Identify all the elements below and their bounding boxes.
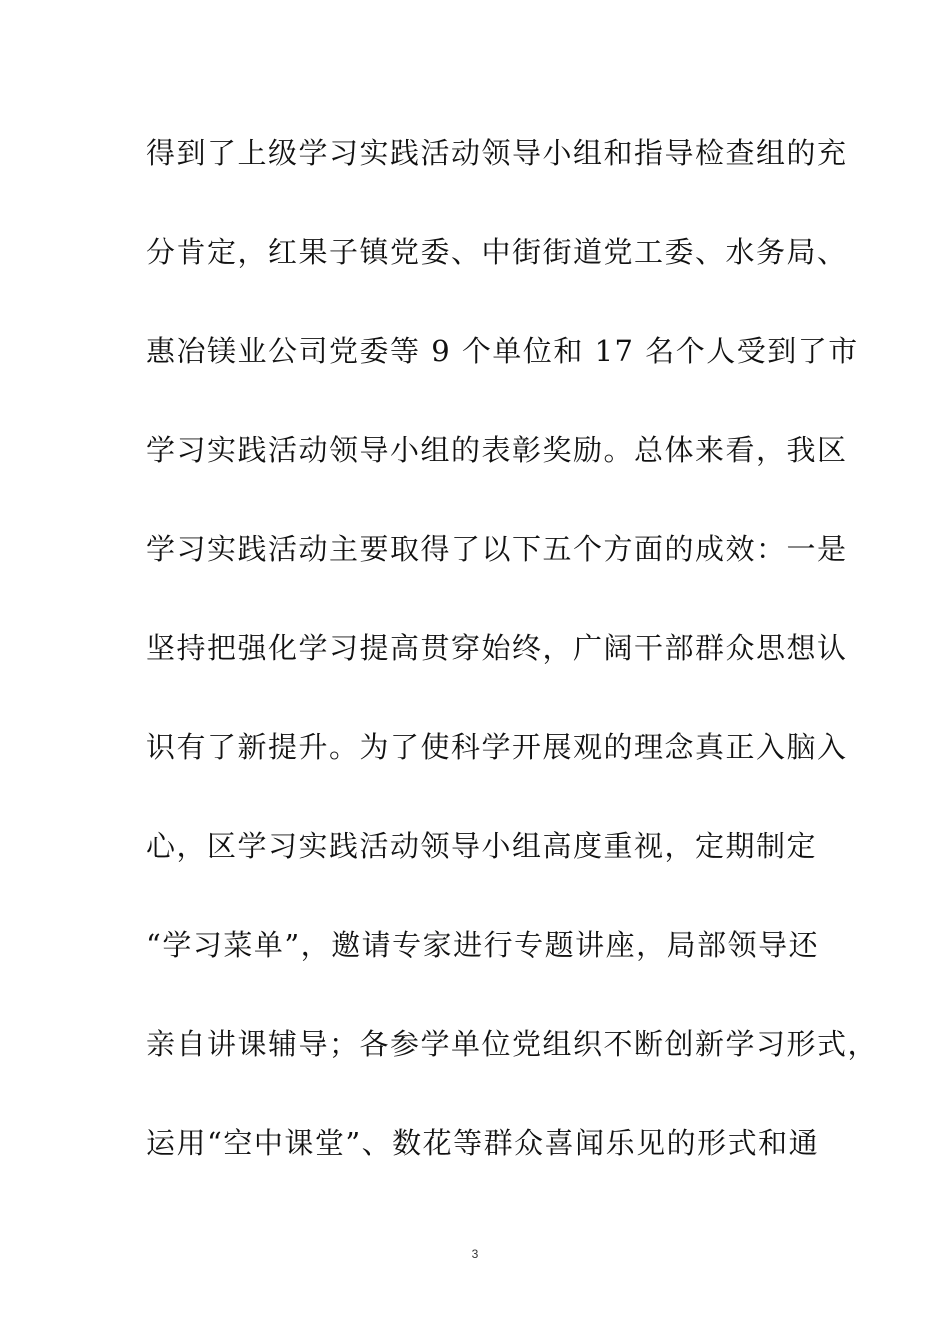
- text-line: 学习实践活动领导小组的表彰奖励。总体来看，我区: [146, 433, 848, 467]
- text-line: 学习实践活动主要取得了以下五个方面的成效：一是: [146, 532, 848, 566]
- text-line: “学习菜单”，邀请专家进行专题讲座，局部领导还: [146, 928, 820, 962]
- text-line: 识有了新提升。为了使科学开展观的理念真正入脑入: [146, 730, 848, 764]
- text-line: 分肯定，红果子镇党委、中街街道党工委、水务局、: [146, 235, 848, 269]
- text-line: 坚持把强化学习提高贯穿始终，广阔干部群众思想认: [146, 631, 848, 665]
- body-text: [146, 126, 879, 1215]
- text-line: 亲自讲课辅导；各参学单位党组织不断创新学习形式，: [146, 1027, 879, 1061]
- text-line: 心，区学习实践活动领导小组高度重视，定期制定: [146, 829, 818, 863]
- text-line: 惠冶镁业公司党委等 9 个单位和 17 名个人受到了市: [146, 334, 859, 368]
- text-line: 运用“空中课堂”、数花等群众喜闻乐见的形式和通: [146, 1126, 820, 1160]
- page-number: 3: [471, 1247, 479, 1261]
- text-line: 得到了上级学习实践活动领导小组和指导检查组的充: [146, 136, 848, 170]
